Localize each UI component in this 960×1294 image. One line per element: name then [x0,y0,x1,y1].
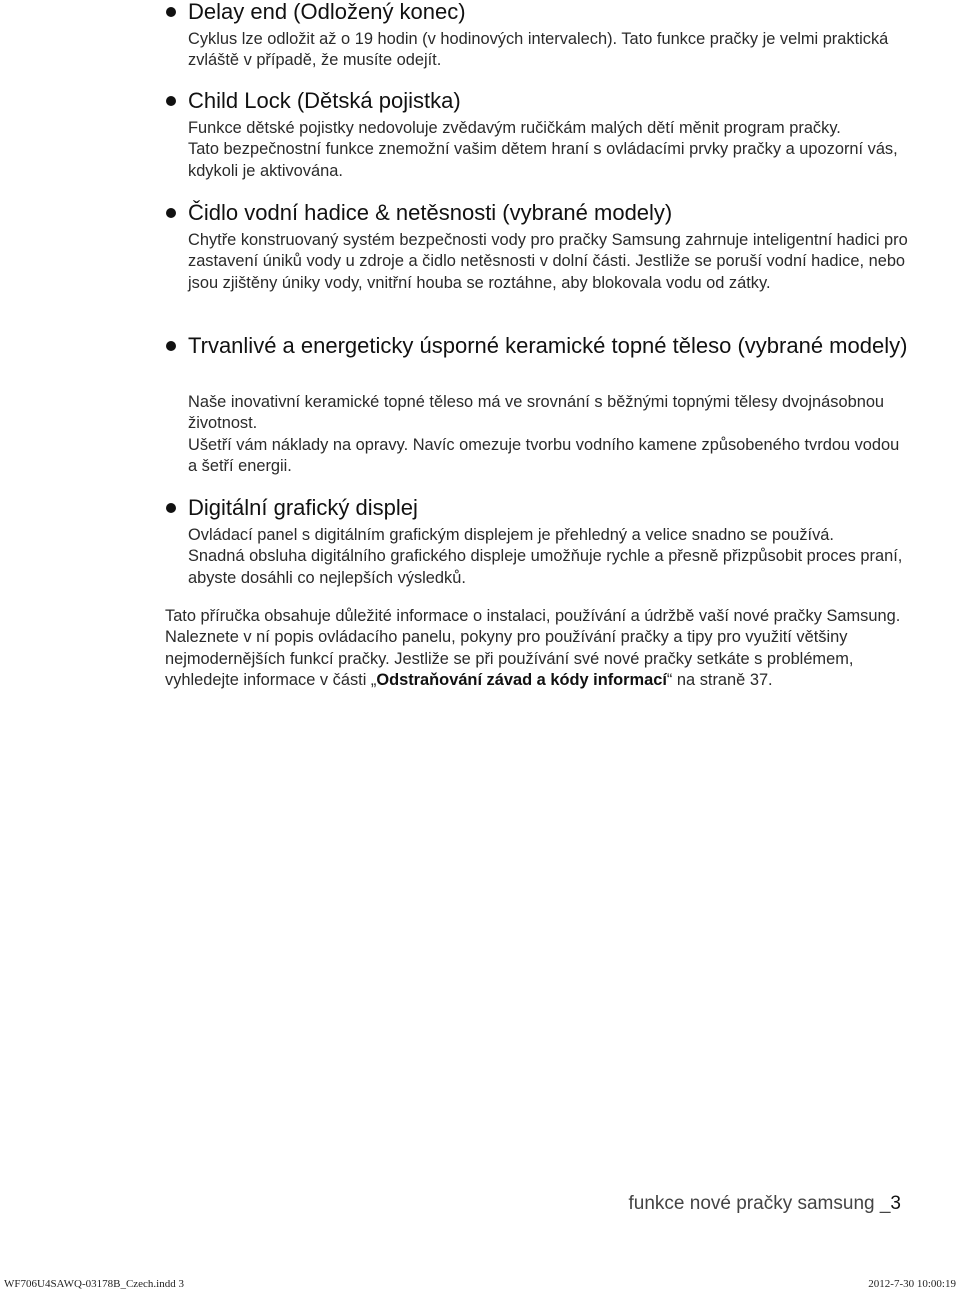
bullet-icon [166,7,176,17]
bullet-icon [166,96,176,106]
feature-paragraph: Ušetří vám náklady na opravy. Navíc omezuje tvorbu vodního kamene způsobeného tvrdou vodou a šetří energii. [188,435,900,475]
troubleshooting-reference: Odstraňování závad a kódy informací [376,670,667,689]
feature-paragraph: Chytře konstruovaný systém bezpečnosti vody pro pračky Samsung zahrnuje inteligentní hadici pro zastavení úniků vody u zdroje a čidlo netěsnosti v dolní části. Jestliže se poruší vodní hadice, nebo jsou zjištěny úniky vody, vnitřní houba se roztáhne, aby blokovala vodu od zátky. [188,231,908,292]
feature-description [188,525,908,589]
feature-description [188,392,908,477]
manual-intro-paragraph [165,606,910,691]
feature-title: Digitální grafický displej [188,495,418,520]
feature-title: Child Lock (Dětská pojistka) [188,88,461,113]
feature-description [188,29,908,72]
feature-title: Čidlo vodní hadice & netěsnosti (vybrané modely) [188,200,673,225]
footer-section-label: funkce nové pračky samsung _ [628,1193,891,1214]
bullet-icon [166,341,176,351]
feature-title: Trvanlivé a energeticky úsporné keramické topné těleso (vybrané modely) [188,333,908,358]
print-slug-filename: WF706U4SAWQ-03178B_Czech.indd 3 [4,1278,184,1290]
bullet-icon [166,503,176,513]
page-footer [629,1192,902,1216]
feature-title: Delay end (Odložený konec) [188,0,466,24]
feature-description [188,230,908,294]
intro-text-end: “ na straně 37. [666,670,773,689]
feature-paragraph: Naše inovativní keramické topné těleso má ve srovnání s běžnými topnými tělesy dvojnásobnou životnost. [188,393,885,433]
print-slug-datetime: 2012-7-30 10:00:19 [868,1278,956,1290]
feature-paragraph: Tato bezpečnostní funkce znemožní vašim dětem hraní s ovládacími prvky pračky a upozorní vás, kdykoli je aktivována. [188,140,898,180]
feature-paragraph: Cyklus lze odložit až o 19 hodin (v hodinových intervalech). Tato funkce pračky je velmi praktická zvláště v případě, že musíte odejít. [188,30,889,70]
feature-paragraph: Funkce dětské pojistky nedovoluje zvědavým ručičkám malých dětí měnit program pračky. [188,119,841,137]
feature-paragraph: Snadná obsluha digitálního grafického displeje umožňuje rychle a přesně přizpůsobit proces praní, abyste dosáhli co nejlepších výsledků. [188,547,903,587]
feature-paragraph: Ovládací panel s digitálním grafickým displejem je přehledný a velice snadno se používá. [188,526,834,544]
feature-description [188,118,908,182]
bullet-icon [166,208,176,218]
intro-text: Tato příručka obsahuje důležité informace o instalaci, používání a údržbě vaší nové pračky Samsung. Naleznete v ní popis ovládacího panelu, pokyny pro používání pračky a tipy pro využití většiny nejmodernějších funkcí pračky. Jestliže se při používání své nové pračky setkáte s problémem, vyhledejte informace v části „ [165,607,901,689]
page-number: 3 [890,1193,901,1214]
